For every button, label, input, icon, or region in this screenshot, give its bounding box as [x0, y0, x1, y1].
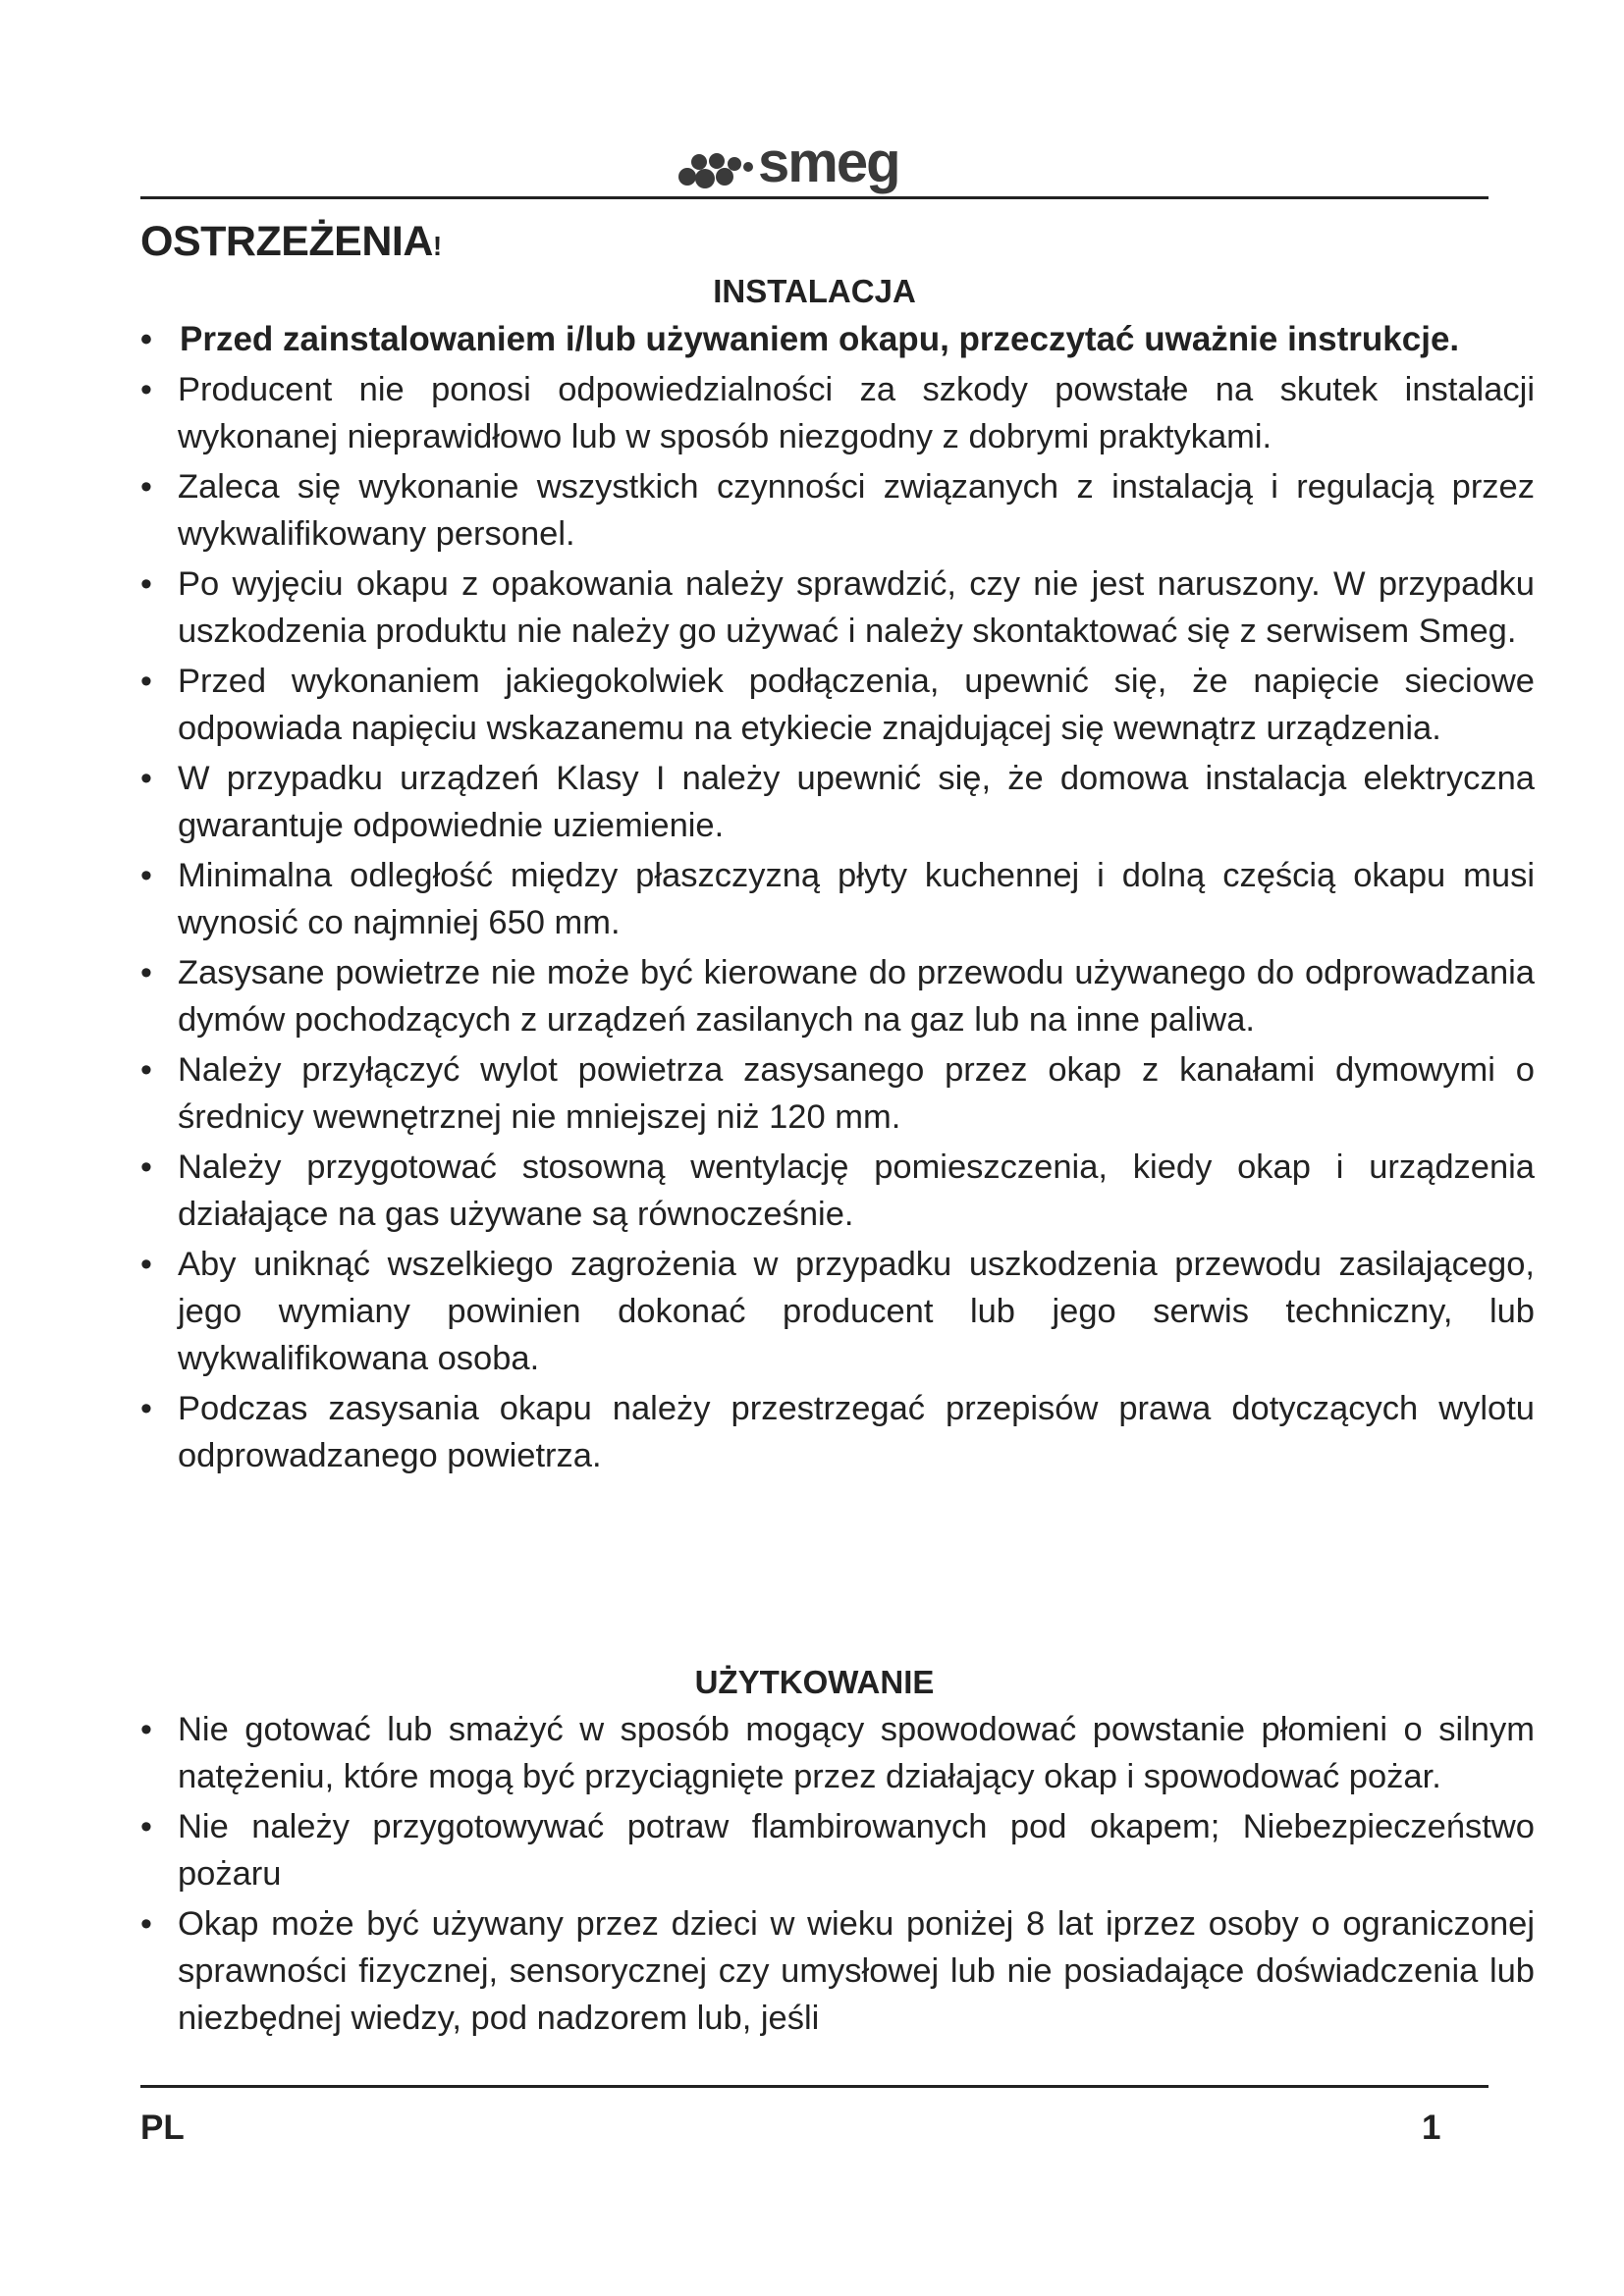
- page-title-text: OSTRZEŻENIA: [140, 218, 433, 265]
- list-item: [140, 1803, 1535, 1897]
- list-item: [140, 463, 1535, 558]
- list-item: [140, 1900, 1535, 2042]
- list-item-text: Okap może być używany przez dzieci w wieku poniżej 8 lat iprzez osoby o ograniczonej sprawności fizycznej, sensorycznej czy umysłowej lub nie posiadające doświadczenia lub niezbędnej wiedzy, pod nadzorem lub, jeśli: [178, 1905, 1535, 2037]
- bullet-icon: •: [140, 954, 152, 991]
- logo-dot: [695, 169, 715, 188]
- bullet-icon: •: [140, 857, 152, 894]
- footer-rule: [140, 2085, 1489, 2088]
- list-item: [140, 1046, 1535, 1141]
- list-item: [140, 366, 1535, 460]
- list-item-text: Przed zainstalowaniem i/lub używaniem okapu, przeczytać uważnie instrukcje.: [180, 320, 1460, 358]
- list-item-text: Zaleca się wykonanie wszystkich czynności związanych z instalacją i regulacją przez wykwalifikowany personel.: [178, 468, 1535, 553]
- list-item-text: Przed wykonaniem jakiegokolwiek podłączenia, upewnić się, że napięcie sieciowe odpowiada napięciu wskazanemu na etykiecie znajdującej się wewnątrz urządzenia.: [178, 663, 1535, 747]
- logo-dot: [728, 157, 741, 171]
- logo-dot: [743, 162, 753, 172]
- list-item-text: W przypadku urządzeń Klasy I należy upewnić się, że domowa instalacja elektryczna gwarantuje odpowiednie uziemienie.: [178, 760, 1535, 844]
- list-item: [140, 755, 1535, 849]
- logo-dot: [678, 168, 696, 186]
- logo-dots: [678, 153, 753, 188]
- list-item: [140, 949, 1535, 1043]
- list-item: [140, 561, 1535, 655]
- bullet-icon: •: [140, 1808, 152, 1845]
- bullet-icon: •: [140, 1148, 152, 1186]
- list-item: [140, 1144, 1535, 1238]
- list-item: [140, 658, 1535, 752]
- bullet-icon: •: [140, 1246, 152, 1283]
- list-item-text: Nie gotować lub smażyć w sposób mogący spowodować powstanie płomieni o silnym natężeniu, które mogą być przyciągnięte przez działający okap i spowodować pożar.: [178, 1711, 1535, 1795]
- list-item-text: Producent nie ponosi odpowiedzialności za szkody powstałe na skutek instalacji wykonanej nieprawidłowo lub w sposób niezgodny z dobrymi praktykami.: [178, 371, 1535, 455]
- list-item: [140, 316, 1535, 363]
- section-title-uzytkowanie: UŻYTKOWANIE: [694, 1664, 935, 1700]
- bullet-icon: •: [140, 371, 152, 408]
- list-item-text: Nie należy przygotowywać potraw flambirowanych pod okapem; Niebezpieczeństwo pożaru: [178, 1808, 1535, 1893]
- bullet-icon: •: [140, 760, 152, 797]
- list-item: [140, 1385, 1535, 1479]
- logo-dot: [691, 154, 707, 170]
- list-item: [140, 852, 1535, 946]
- smeg-logo-mark: [677, 128, 962, 196]
- list-item-text: Należy przyłączyć wylot powietrza zasysanego przez okap z kanałami dymowymi o średnicy wewnętrznej nie mniejszej niż 120 mm.: [178, 1051, 1535, 1136]
- list-item-text: Podczas zasysania okapu należy przestrzegać przepisów prawa dotyczących wylotu odprowadzanego powietrza.: [178, 1390, 1535, 1474]
- bullet-icon: •: [140, 1711, 152, 1748]
- footer-page-number: 1: [1422, 2109, 1441, 2147]
- bullet-icon: •: [140, 1051, 152, 1089]
- page-title: [140, 216, 442, 272]
- header-rule: [140, 196, 1489, 199]
- logo-dot: [709, 153, 725, 169]
- bullet-icon: •: [140, 663, 152, 700]
- list-item: [140, 1706, 1535, 1800]
- list-item-text: Zasysane powietrze nie może być kierowane do przewodu używanego do odprowadzania dymów pochodzących z urządzeń zasilanych na gaz lub na inne paliwa.: [178, 954, 1535, 1039]
- list-item-text: Minimalna odległość między płaszczyzną płyty kuchennej i dolną częścią okapu musi wynosić co najmniej 650 mm.: [178, 857, 1535, 941]
- bullet-icon: •: [140, 1390, 152, 1427]
- list-item: [140, 1241, 1535, 1382]
- bullet-icon: •: [140, 1905, 152, 1943]
- footer-language: PL: [140, 2109, 185, 2147]
- smeg-logo: [677, 128, 962, 196]
- bullet-icon: •: [140, 468, 152, 506]
- logo-wordmark: smeg: [758, 131, 899, 194]
- section-title-instalacja: INSTALACJA: [713, 273, 916, 309]
- logo-dot: [716, 168, 733, 186]
- page-title-suffix: !: [432, 231, 442, 261]
- instalacja-list: [140, 316, 1535, 1482]
- bullet-icon: •: [140, 321, 152, 358]
- list-item-text: Aby uniknąć wszelkiego zagrożenia w przypadku uszkodzenia przewodu zasilającego, jego wymiany powinien dokonać producent lub jego serwis techniczny, lub wykwalifikowana osoba.: [178, 1246, 1535, 1377]
- list-item-text: Po wyjęciu okapu z opakowania należy sprawdzić, czy nie jest naruszony. W przypadku uszkodzenia produktu nie należy go używać i należy skontaktować się z serwisem Smeg.: [178, 565, 1535, 650]
- bullet-icon: •: [140, 565, 152, 603]
- list-item-text: Należy przygotować stosowną wentylację pomieszczenia, kiedy okap i urządzenia działające na gas używane są równocześnie.: [178, 1148, 1535, 1233]
- uzytkowanie-list: [140, 1706, 1535, 2045]
